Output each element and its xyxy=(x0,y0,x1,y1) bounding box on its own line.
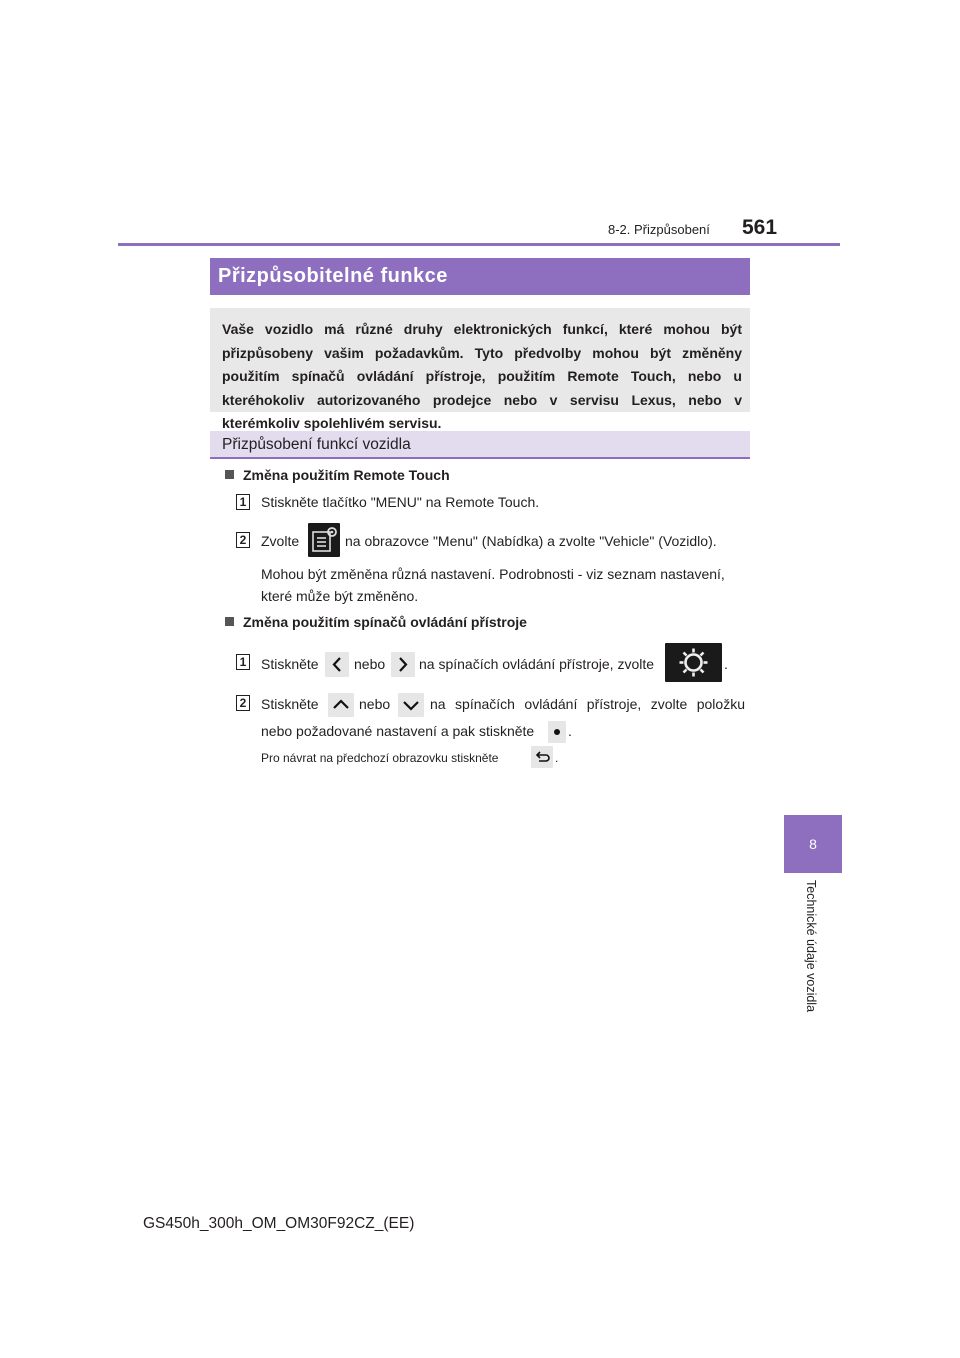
step-text: nebo xyxy=(359,696,391,712)
step-text: Stiskněte xyxy=(261,656,319,672)
step-text: nebo xyxy=(354,656,386,672)
back-note-text: Pro návrat na předchozí obrazovku stiskněte xyxy=(261,751,499,765)
step-text-after: na obrazovce "Menu" (Nabídka) a zvolte "Vehicle" (Vozidlo). xyxy=(345,533,717,549)
note-text: Mohou být změněna různá nastavení. Podrobnosti - viz seznam nastavení, xyxy=(261,566,725,582)
header-divider xyxy=(118,243,840,246)
square-bullet-icon xyxy=(225,617,234,626)
header-section-title: 8-2. Přizpůsobení xyxy=(608,222,710,237)
step-text: . xyxy=(568,723,572,739)
step-text: Stiskněte xyxy=(261,696,319,712)
chevron-down-icon xyxy=(398,693,424,717)
step-text: na spínačích ovládání přístroje, zvolte xyxy=(419,656,655,672)
square-bullet-icon xyxy=(225,470,234,479)
step-number: 2 xyxy=(236,695,250,711)
meter-switch-heading xyxy=(225,614,527,630)
settings-menu-icon xyxy=(308,523,340,557)
intro-text: Vaše vozidlo má různé druhy elektronických funkcí, které mohou být přizpůsobeny vašim požadavkům. Tyto předvolby mohou být změněny použitím spínačů ovládání přístroje, použitím Remote Touch, nebo u kteréhokoliv autorizovaného prodejce nebo v servisu Lexus, nebo v kterémkoliv spolehlivém servisu. xyxy=(210,308,750,412)
page-title: Přizpůsobitelné funkce xyxy=(210,258,750,295)
note-text: které může být změněno. xyxy=(261,588,419,604)
step-number: 1 xyxy=(236,654,250,670)
step-text-before: Zvolte xyxy=(261,533,300,549)
meter-switch-heading-text: Změna použitím spínačů ovládání přístroje xyxy=(243,614,527,630)
step-text: na spínačích ovládání přístroje, zvolte položku xyxy=(430,696,745,712)
chapter-tab-label-wrap xyxy=(800,880,820,1040)
back-note-text: . xyxy=(555,751,559,765)
chapter-tab: 8 xyxy=(784,815,842,873)
chevron-left-icon xyxy=(325,652,349,677)
chevron-right-icon xyxy=(391,652,415,677)
subsection-title: Přizpůsobení funkcí vozidla xyxy=(210,431,750,459)
enter-dot-icon xyxy=(548,721,566,743)
page-number: 561 xyxy=(742,216,778,239)
chapter-tab-label: Technické údaje vozidla xyxy=(804,880,818,1013)
step-text: Stiskněte tlačítko "MENU" na Remote Touch. xyxy=(261,494,540,510)
step-number: 2 xyxy=(236,532,250,548)
step-text: nebo požadované nastavení a pak stiskněte xyxy=(261,723,535,739)
step-number: 1 xyxy=(236,494,250,510)
chevron-up-icon xyxy=(328,693,354,717)
remote-touch-heading-text: Změna použitím Remote Touch xyxy=(243,467,450,483)
step-text: . xyxy=(724,656,728,672)
footer-manual-code: GS450h_300h_OM_OM30F92CZ_(EE) xyxy=(143,1215,415,1232)
back-arrow-icon xyxy=(531,746,553,768)
gear-icon xyxy=(665,643,722,682)
remote-touch-heading xyxy=(225,467,450,483)
